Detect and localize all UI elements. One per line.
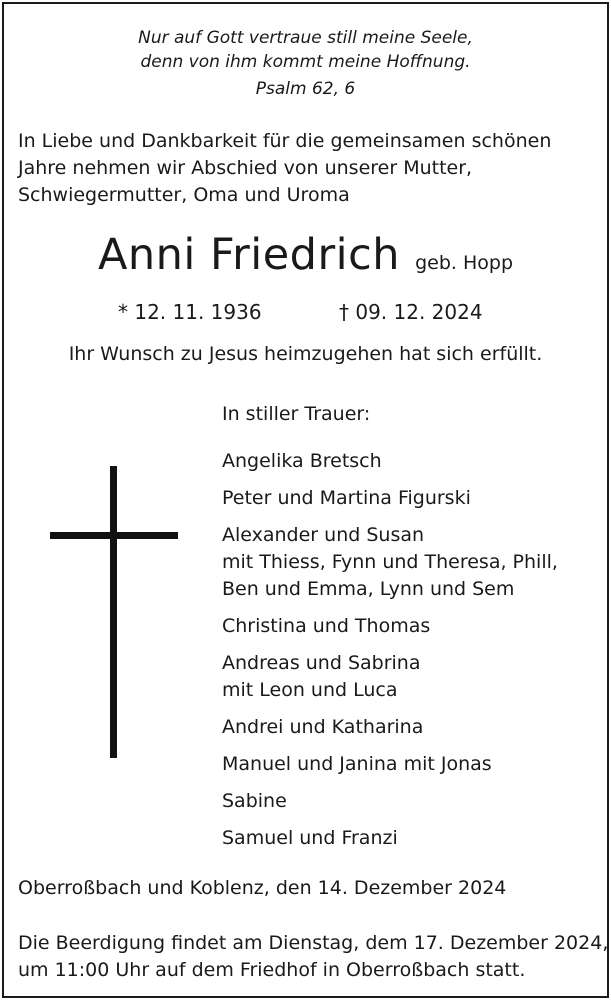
maiden-name: geb. Hopp — [415, 252, 514, 274]
mourner-line: Andrei und Katharina — [222, 716, 424, 738]
mourner-line: Manuel und Janina mit Jonas — [222, 753, 492, 775]
cross-icon-bar — [50, 532, 178, 539]
place-and-date: Oberroßbach und Koblenz, den 14. Dezember 2024 — [18, 877, 507, 899]
deceased-name: Anni Friedrich — [97, 230, 400, 280]
intro-text — [18, 128, 603, 209]
verse-line-2: denn von ihm kommt meine Hoffnung. — [140, 52, 471, 72]
mourner-line: Christina und Thomas — [222, 615, 431, 637]
cross-icon — [110, 466, 117, 758]
mourners-list — [222, 448, 602, 862]
intro-line-1: In Liebe und Dankbarkeit für die gemeinsamen schönen — [18, 130, 552, 152]
mourner-line: Andreas und Sabrina — [222, 652, 421, 674]
mourner-line: Ben und Emma, Lynn und Sem — [222, 578, 515, 600]
verse-reference: Psalm 62, 6 — [255, 79, 356, 99]
mourner-entry — [222, 613, 602, 640]
funeral-line-1: Die Beerdigung findet am Dienstag, dem 17. Dezember 2024, — [18, 932, 609, 954]
mourner-entry — [222, 788, 602, 815]
mourner-entry — [222, 714, 602, 741]
mourners-title: In stiller Trauer: — [222, 403, 371, 425]
funeral-info — [18, 930, 609, 984]
mourner-entry — [222, 485, 602, 512]
wish-statement: Ihr Wunsch zu Jesus heimzugehen hat sich erfüllt. — [68, 343, 543, 365]
mourner-line: Alexander und Susan — [222, 524, 425, 546]
death-date: † 09. 12. 2024 — [339, 300, 483, 324]
funeral-line-2: um 11:00 Uhr auf dem Friedhof in Oberroßbach statt. — [18, 959, 526, 981]
birth-date: * 12. 11. 1936 — [118, 300, 262, 324]
mourner-line: mit Thiess, Fynn und Theresa, Phill, — [222, 551, 558, 573]
mourner-entry — [222, 448, 602, 475]
mourner-entry — [222, 825, 602, 852]
mourner-entry — [222, 522, 602, 603]
verse-line-1: Nur auf Gott vertraue still meine Seele, — [138, 28, 473, 48]
mourner-line: Peter und Martina Figurski — [222, 487, 471, 509]
mourner-line: Samuel und Franzi — [222, 827, 398, 849]
mourner-entry — [222, 751, 602, 778]
mourner-entry — [222, 650, 602, 704]
mourner-line: mit Leon und Luca — [222, 679, 398, 701]
intro-line-3: Schwiegermutter, Oma und Uroma — [18, 184, 350, 206]
intro-line-2: Jahre nehmen wir Abschied von unserer Mutter, — [18, 157, 473, 179]
mourner-line: Sabine — [222, 790, 287, 812]
deceased-name-line — [0, 230, 611, 280]
mourner-line: Angelika Bretsch — [222, 450, 382, 472]
